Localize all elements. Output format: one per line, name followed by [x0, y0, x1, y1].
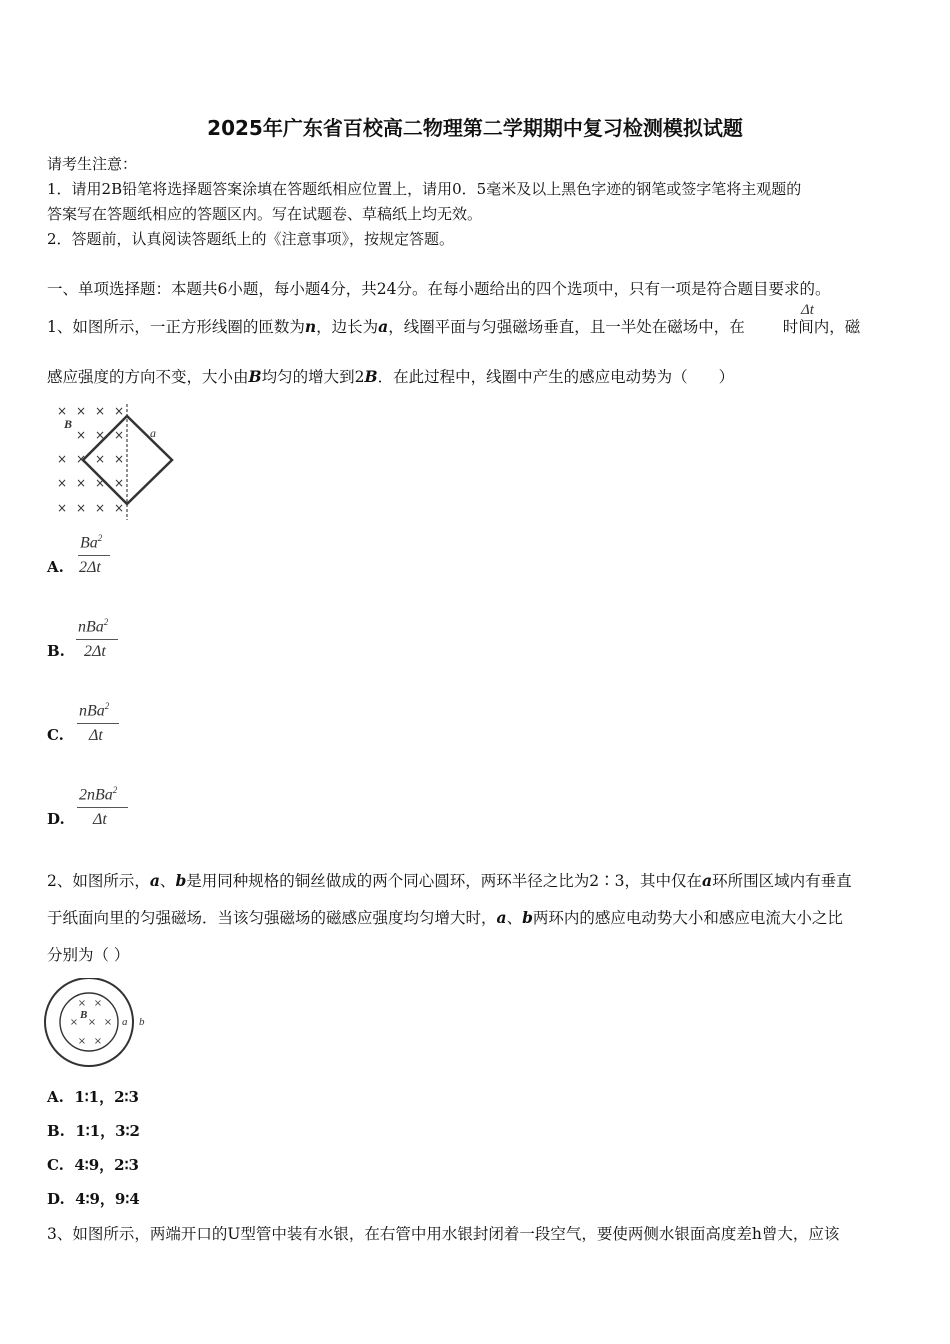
q2-option-b-label: B.: [47, 1122, 65, 1140]
svg-text:×: ×: [94, 404, 106, 418]
q1-text: ，线圈平面与匀强磁场垂直，且一半处在磁场中，在: [388, 318, 745, 336]
q1-text: 感应强度的方向不变，大小由: [47, 368, 249, 386]
q2-text: 、: [159, 872, 176, 890]
q1-delta-t: Δt: [801, 302, 814, 318]
q1-option-a-denominator: 2Δt: [79, 559, 101, 576]
q2-option-d-label: D.: [47, 1190, 65, 1208]
q2-figure-label-a: a: [122, 1016, 128, 1028]
notice-item-1a: 1．请用2B铅笔将选择题答案涂填在答题纸相应位置上，请用0．5毫米及以上黑色字迹的钢笔或签字笔将主观题的: [47, 180, 802, 198]
q1-option-b-numerator: nBa: [78, 618, 104, 636]
q1-option-d-denominator: Δt: [93, 811, 107, 828]
svg-text:×: ×: [93, 998, 103, 1009]
svg-text:×: ×: [56, 501, 68, 515]
q2-option-d[interactable]: [47, 1188, 140, 1209]
q2-line-2: [47, 906, 843, 928]
svg-text:×: ×: [56, 452, 68, 466]
notice-item-2: 2．答题前，认真阅读答题纸上的《注意事项》，按规定答题。: [47, 230, 455, 248]
q1-option-c-denominator: Δt: [89, 727, 103, 744]
q2-option-c[interactable]: [47, 1154, 139, 1175]
q2-var-a: a: [496, 908, 507, 927]
notice-heading: 请考生注意：: [47, 155, 138, 173]
notice-item-1b: 答案写在答题纸相应的答题区内。写在试题卷、草稿纸上均无效。: [47, 205, 483, 223]
q2-option-c-label: C.: [47, 1156, 64, 1174]
q1-figure: [52, 400, 182, 522]
svg-text:×: ×: [113, 452, 125, 466]
superscript: 2: [112, 785, 118, 795]
q2-var-b: b: [522, 908, 533, 927]
svg-text:×: ×: [56, 476, 68, 490]
q1-option-c-numerator: nBa: [79, 702, 105, 720]
q1-option-b-label[interactable]: B.: [47, 642, 65, 660]
q1-option-d-numerator: 2nBa: [79, 786, 113, 804]
q1-option-d-fraction[interactable]: [77, 785, 132, 835]
q3-line-1: 3、如图所示，两端开口的U型管中装有水银，在右管中用水银封闭着一段空气，要使两侧水银面高度差h曾大，应该: [47, 1225, 840, 1243]
q2-line-1: [47, 869, 852, 891]
q1-option-c-label[interactable]: C.: [47, 726, 64, 744]
svg-text:×: ×: [77, 1036, 87, 1047]
svg-text:×: ×: [75, 501, 87, 515]
q1-line-2: [47, 365, 734, 387]
svg-text:×: ×: [94, 428, 106, 442]
q2-option-b[interactable]: [47, 1120, 140, 1141]
svg-text:×: ×: [113, 404, 125, 418]
svg-text:×: ×: [94, 452, 106, 466]
svg-text:×: ×: [113, 501, 125, 515]
svg-text:×: ×: [113, 428, 125, 442]
q1-text: 均匀的增大到2: [261, 368, 365, 386]
q1-var-a: a: [378, 317, 389, 336]
q2-text: 、: [506, 909, 523, 927]
q2-option-a-label: A.: [47, 1088, 64, 1106]
page-title: 2025年广东省百校高二物理第二学期期中复习检测模拟试题: [207, 116, 743, 140]
q1-var-B: B: [364, 367, 378, 386]
svg-text:×: ×: [103, 1017, 113, 1028]
svg-text:×: ×: [69, 1017, 79, 1028]
q2-option-b-text: 1∶1，3∶2: [75, 1122, 140, 1140]
q2-text: 是用同种规格的铜丝做成的两个同心圆环，两环半径之比为2∶3，其中仅在: [186, 872, 703, 890]
q1-option-b-denominator: 2Δt: [84, 643, 106, 660]
q1-text: 1、如图所示，一正方形线圈的匝数为: [47, 318, 305, 336]
q1-option-c-fraction[interactable]: [77, 701, 125, 751]
q1-option-b-fraction[interactable]: [76, 617, 124, 667]
q1-text: ．在此过程中，线圈中产生的感应电动势为（ ）: [377, 368, 735, 386]
svg-text:×: ×: [94, 476, 106, 490]
q2-text: 环所围区域内有垂直: [712, 872, 852, 890]
q2-figure-label-b: b: [139, 1016, 145, 1028]
superscript: 2: [103, 617, 109, 627]
q1-text: 时间内，磁: [782, 318, 861, 336]
q2-option-a[interactable]: [47, 1086, 139, 1107]
q2-var-b: b: [175, 871, 187, 890]
svg-text:×: ×: [56, 404, 68, 418]
q2-text: 两环内的感应电动势大小和感应电流大小之比: [532, 909, 843, 927]
svg-text:×: ×: [94, 501, 106, 515]
superscript: 2: [104, 701, 110, 711]
q1-option-a-numerator: Ba: [80, 534, 98, 552]
q2-figure-label-B: B: [80, 1009, 88, 1021]
q1-line-1: [47, 315, 860, 337]
q2-option-d-text: 4∶9，9∶4: [75, 1190, 140, 1208]
q2-option-c-text: 4∶9，2∶3: [74, 1156, 139, 1174]
q1-var-B: B: [248, 367, 262, 386]
svg-text:×: ×: [87, 1017, 97, 1028]
q1-option-a-label[interactable]: A.: [47, 558, 64, 576]
svg-text:×: ×: [77, 998, 87, 1009]
q2-var-a: a: [149, 871, 160, 890]
q1-option-a-fraction[interactable]: [78, 533, 118, 583]
q2-var-a: a: [702, 871, 713, 890]
superscript: 2: [97, 533, 103, 543]
svg-text:×: ×: [75, 476, 87, 490]
q1-var-n: n: [304, 317, 317, 336]
svg-text:×: ×: [75, 428, 87, 442]
q1-figure-label-B: B: [64, 417, 73, 431]
q2-text: 于纸面向里的匀强磁场．当该匀强磁场的磁感应强度均匀增大时，: [47, 909, 497, 927]
svg-text:×: ×: [75, 452, 87, 466]
section-1-heading: 一、单项选择题：本题共6小题，每小题4分，共24分。在每小题给出的四个选项中，只有一项是符合题目要求的。: [47, 280, 831, 298]
q1-text: ，边长为: [316, 318, 379, 336]
q1-figure-label-a: a: [150, 426, 156, 440]
q2-line-3: 分别为（ ）: [47, 946, 130, 964]
q2-text: 2、如图所示，: [47, 872, 150, 890]
svg-text:×: ×: [113, 476, 125, 490]
svg-text:×: ×: [75, 404, 87, 418]
q2-figure: [42, 978, 157, 1070]
q2-option-a-text: 1∶1，2∶3: [74, 1088, 139, 1106]
q1-option-d-label[interactable]: D.: [47, 810, 65, 828]
svg-text:×: ×: [93, 1036, 103, 1047]
